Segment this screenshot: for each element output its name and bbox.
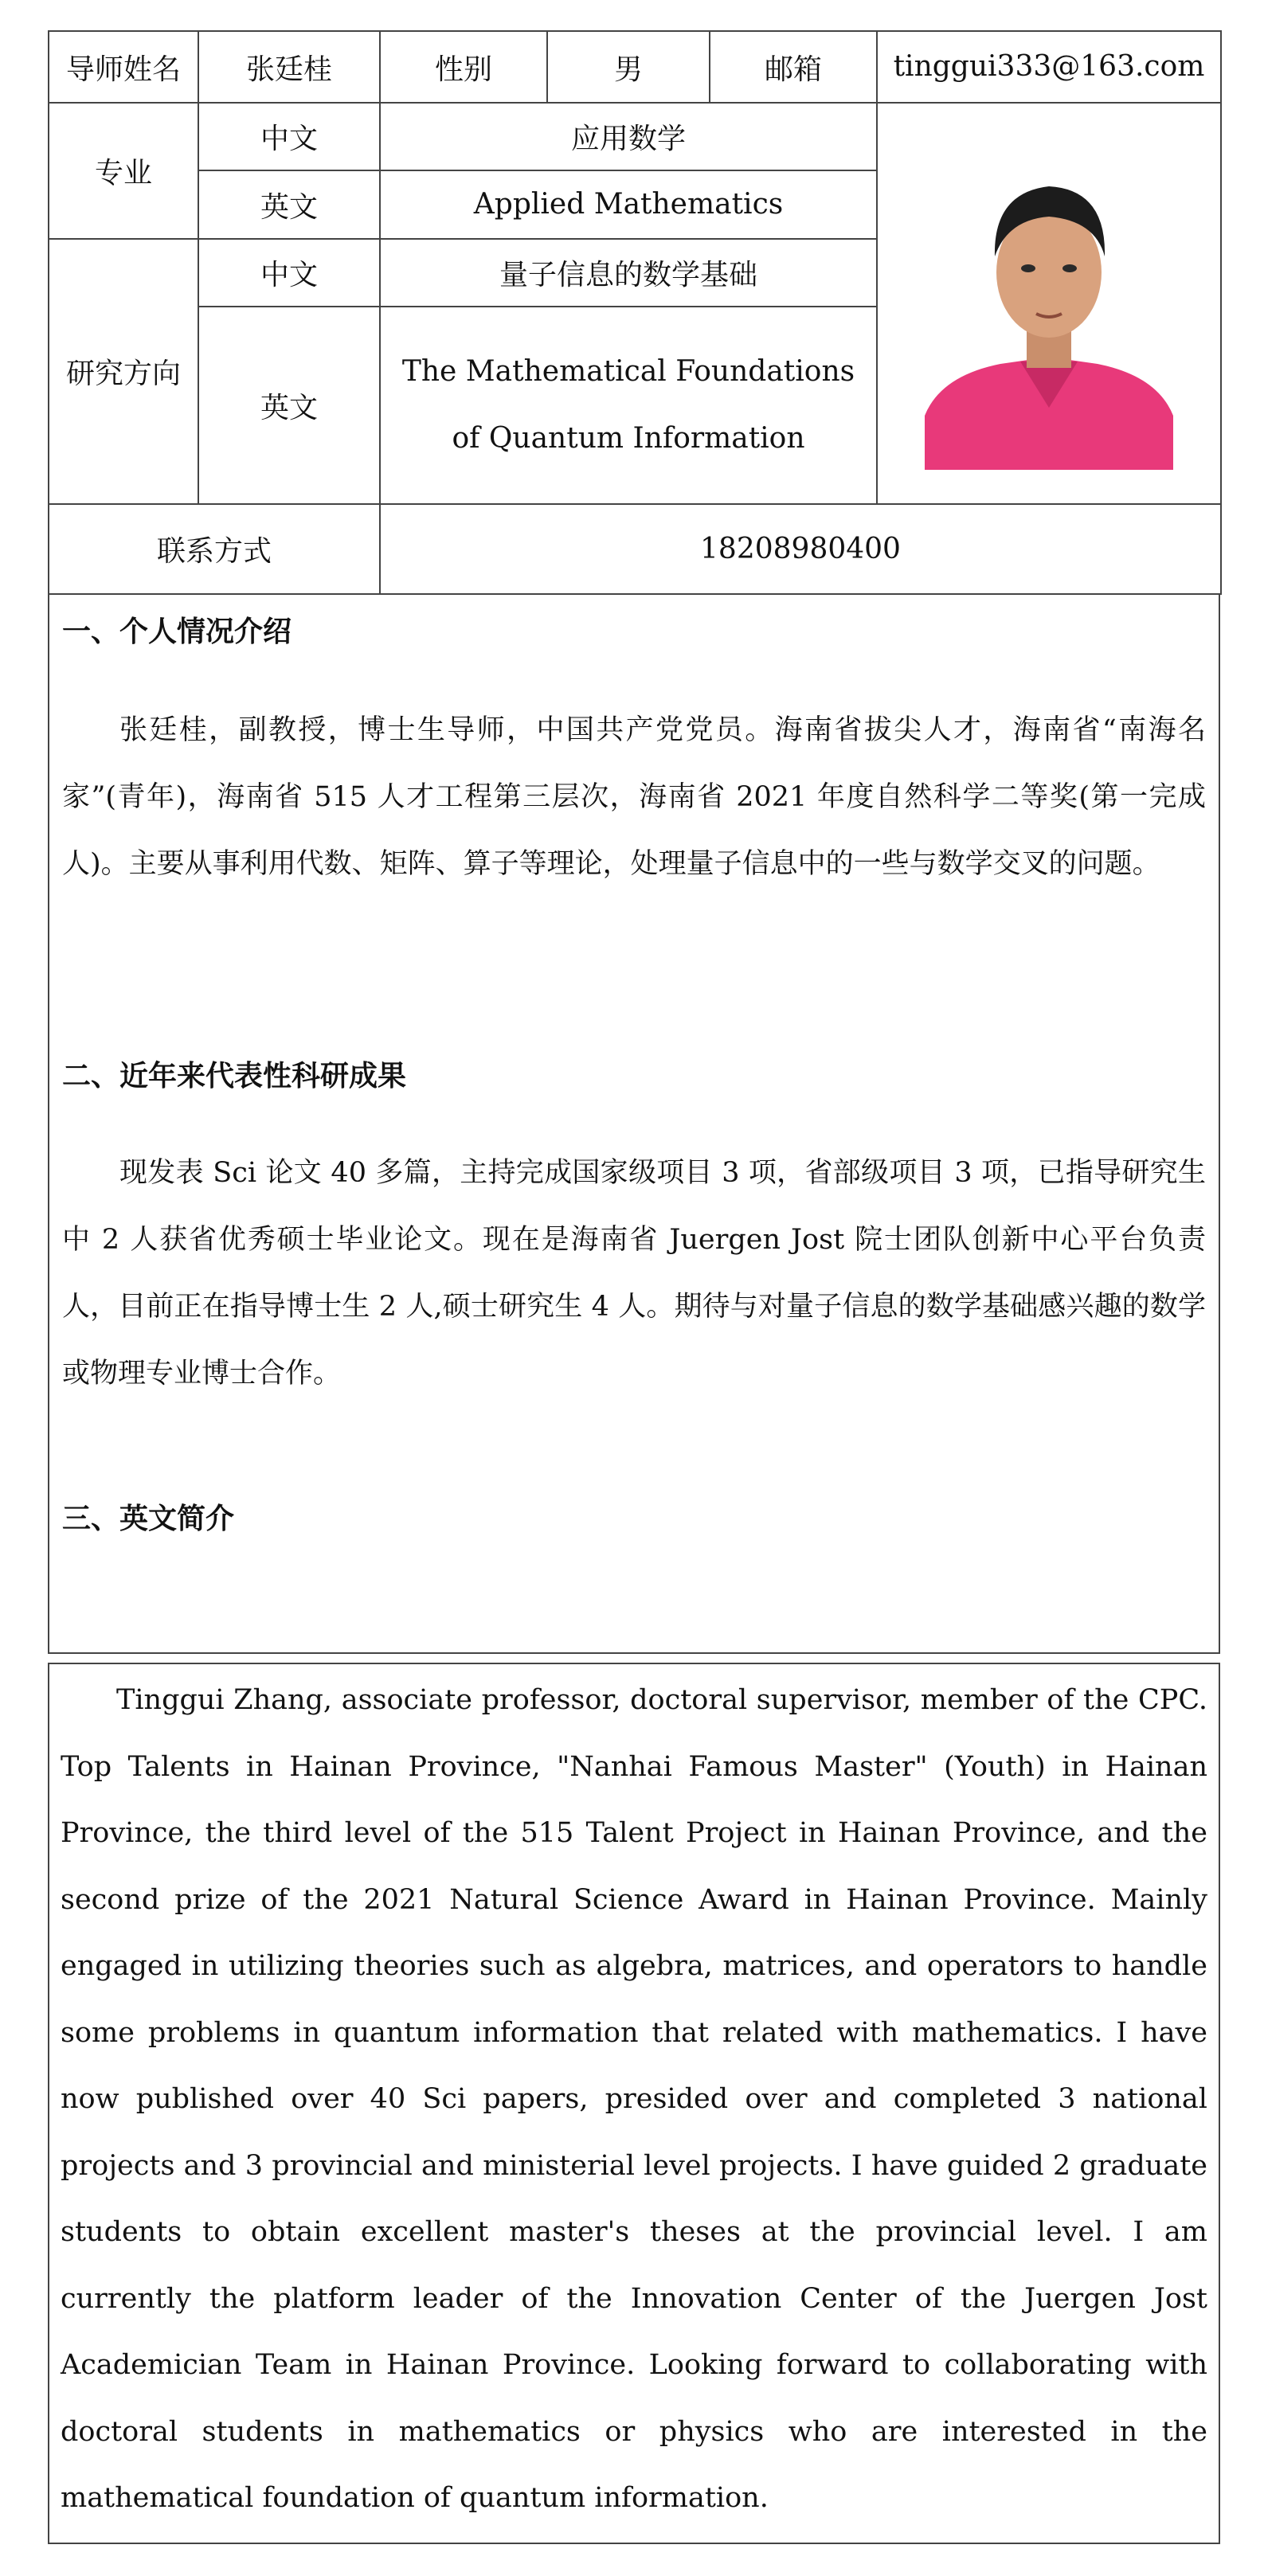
name-value: 张廷桂 [198,31,380,103]
research-zh-label: 中文 [198,239,380,307]
research-zh-value: 量子信息的数学基础 [380,239,877,307]
section-text-achievements: 现发表 Sci 论文 40 多篇，主持完成国家级项目 3 项，省部级项目 3 项，已指导研究生中 2 人获省优秀硕士毕业论文。现在是海南省 Juergen Jost 院士团队创新中心平台负责人，目前正在指导博士生 2 人,硕士研究生 4 人。期待与对量子信息的数学基础感兴趣的数学或物理专业博士合作。 [62,1157,1206,1390]
major-zh-value: 应用数学 [380,103,877,170]
major-en-value: Applied Mathematics [380,170,877,239]
major-zh-label: 中文 [198,103,380,170]
research-label: 研究方向 [49,239,198,504]
gender-value: 男 [547,31,710,103]
research-en-line2: of Quantum Information [452,422,805,455]
portrait-photo-icon [925,137,1173,470]
english-bio-box [48,1663,1220,2544]
section-title-english: 三、英文简介 [62,1502,235,1535]
contact-label: 联系方式 [49,504,380,594]
research-en-line1: The Mathematical Foundations [401,355,855,388]
profile-form [48,30,1220,1654]
intro-sections [48,595,1220,1654]
name-label: 导师姓名 [49,31,198,103]
email-value[interactable]: tinggui333@163.com [877,31,1221,103]
research-en-label: 英文 [198,307,380,504]
research-en-value [380,307,877,504]
major-label: 专业 [49,103,198,239]
major-en-label: 英文 [198,170,380,239]
section-text-personal: 张廷桂，副教授，博士生导师，中国共产党党员。海南省拔尖人才，海南省“南海名家”(青年)，海南省 515 人才工程第三层次，海南省 2021 年度自然科学二等奖(第一完成人)。主要从事利用代数、矩阵、算子等理论，处理量子信息中的一些与数学交叉的问题。 [62,714,1206,880]
email-label: 邮箱 [710,31,877,103]
info-table [48,30,1222,595]
gender-label: 性别 [380,31,547,103]
section-title-achievements: 二、近年来代表性科研成果 [62,1059,407,1093]
section-title-personal: 一、个人情况介绍 [62,615,292,648]
contact-value: 18208980400 [380,504,1221,594]
english-bio-text: Tinggui Zhang, associate professor, doctoral supervisor, member of the CPC. Top Talents in Hainan Province, "Nanhai Famous Master" (Youth) in Hainan Province, the third level of the 515 Talent Project in Hainan Province, and the second prize of the 2021 Natural Science Award in Hainan Province. Mainly engaged in utilizing theories such as algebra, matrices, and operators to handle some problems in quantum information that related with mathematics. I have now published over 40 Sci papers, presided over and completed 3 national projects and 3 provincial and ministerial level projects. I have guided 2 graduate students to obtain excellent master's theses at the provincial level. I am currently the platform leader of the Innovation Center of the Juergen Jost Academician Team in Hainan Province. Looking forward to collaborating with doctoral students in mathematics or physics who are interested in the mathematical foundation of quantum information. [61,1684,1207,2514]
photo-cell [877,103,1221,504]
